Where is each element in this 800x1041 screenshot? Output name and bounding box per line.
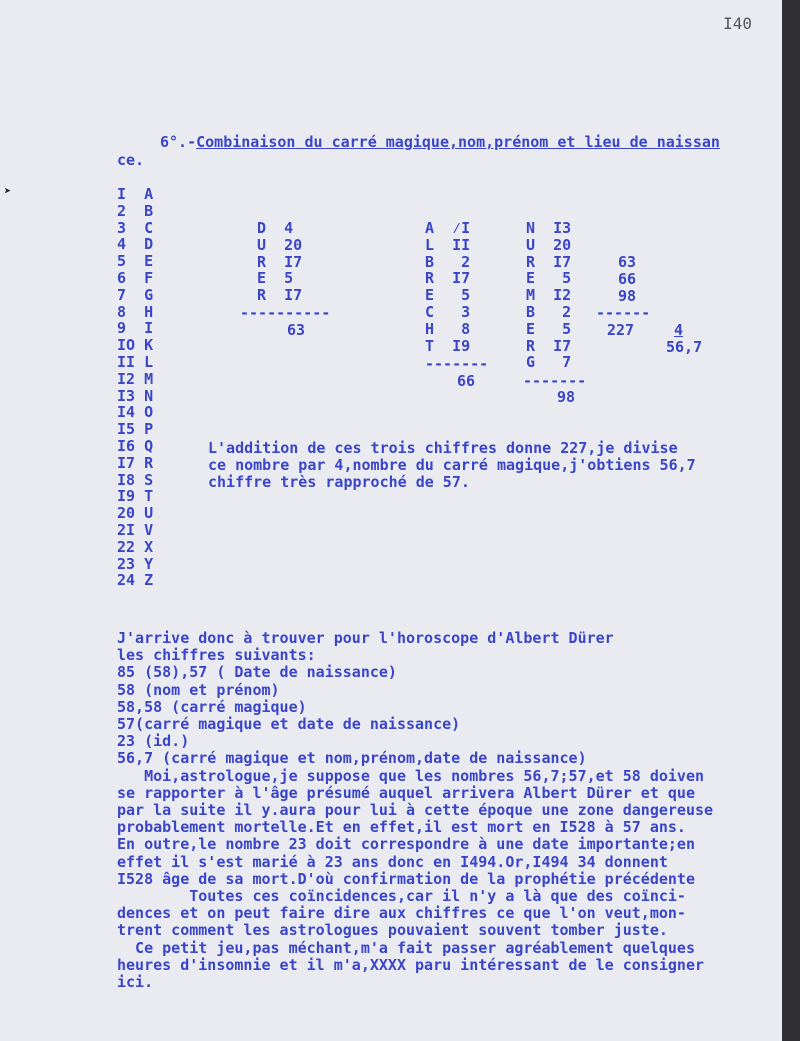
paragraph-conclusion: [117, 630, 713, 991]
alphabet-row: I8 S: [117, 470, 154, 489]
durer-total: 63: [287, 321, 306, 339]
text-line: heures d'insomnie et il m'a,XXXX paru intéressant de le consigner: [117, 955, 704, 974]
alphabet-row: I5 P: [117, 420, 154, 439]
section-heading: [160, 133, 782, 151]
alphabet-row: 9 I: [117, 319, 154, 338]
sum-row: 63: [618, 253, 637, 271]
alphabet-row: I9 T: [117, 487, 154, 506]
nuremberg-column: [526, 220, 571, 371]
text-line: I528 âge de sa mort.D'où confirmation de la prophétie précédente: [117, 869, 695, 888]
nuremberg-row: N I3: [526, 219, 572, 237]
durer-row: D 4: [257, 219, 294, 237]
text-line: En outre,le nombre 23 doit correspondre à une date importante;en: [117, 835, 695, 854]
paragraph-addition: [208, 440, 696, 492]
text-line: L'addition de ces trois chiffres donne 227,je divise: [208, 439, 678, 457]
alphabet-row: I2 M: [117, 369, 154, 388]
alphabet-row: 23 Y: [117, 554, 154, 573]
albert-row: B 2: [425, 252, 471, 271]
nuremberg-rule: -------: [523, 372, 587, 390]
albert-row: E 5: [425, 286, 471, 305]
alphabet-row: I7 R: [117, 453, 154, 472]
text-line: Ce petit jeu,pas méchant,m'a fait passer agréablement quelques: [117, 938, 695, 957]
albert-total: 66: [457, 372, 476, 390]
alphabet-row: 24 Z: [117, 571, 154, 590]
alphabet-row: 20 U: [117, 504, 154, 523]
albert-row: L II: [425, 235, 471, 254]
sum-column: [618, 254, 636, 304]
text-line: 85 (58),57 ( Date de naissance): [117, 663, 397, 682]
text-line: Moi,astrologue,je suppose que les nombres 56,7;57,et 58 doiven: [117, 766, 704, 785]
text-line: chiffre très rapproché de 57.: [208, 473, 470, 492]
page-edge: [782, 0, 800, 1041]
alphabet-row: I6 Q: [117, 436, 154, 455]
durer-row: E 5: [257, 269, 294, 288]
text-line: 58 (nom et prénom): [117, 680, 280, 699]
alphabet-row: 2I V: [117, 520, 154, 539]
sum-total: 227: [607, 321, 635, 339]
durer-column: [257, 220, 302, 304]
margin-mark: ➤: [4, 184, 12, 198]
text-line: 58,58 (carré magique): [117, 697, 307, 716]
nuremberg-row: B 2: [526, 302, 572, 321]
nuremberg-total: 98: [557, 388, 576, 406]
alphabet-row: 2 B: [117, 201, 154, 220]
albert-rule: -------: [425, 355, 489, 373]
sum-rule: ------: [596, 304, 651, 322]
albert-row: C 3: [425, 302, 471, 321]
alphabet-row: II L: [117, 352, 154, 371]
alphabet-row: IO K: [117, 336, 154, 355]
albert-column: [425, 220, 470, 354]
text-line: Toutes ces coïncidences,car il n'y a là que des coïnci-: [117, 887, 686, 906]
sum-row: 98: [618, 286, 637, 305]
nuremberg-row: U 20: [526, 235, 572, 254]
text-line: 23 (id.): [117, 732, 190, 751]
text-line: se rapporter à l'âge présumé auquel arrivera Albert Dürer et que: [117, 783, 695, 802]
text-line: probablement mortelle.Et en effet,il est mort en I528 à 57 ans.: [117, 818, 686, 837]
durer-rule: ----------: [240, 304, 331, 322]
alphabet-row: I4 O: [117, 403, 154, 422]
alphabet-number-table: [117, 186, 153, 589]
albert-row: T I9: [425, 336, 471, 355]
heading-text: Combinaison du carré magique,nom,prénom et lieu de naissan: [196, 133, 720, 151]
nuremberg-row: G 7: [526, 353, 572, 372]
text-line: 57(carré magique et date de naissance): [117, 715, 461, 734]
heading-continuation: ce.: [117, 151, 145, 169]
alphabet-row: 6 F: [117, 268, 154, 287]
alphabet-row: 3 C: [117, 218, 154, 237]
page-number: I40: [723, 14, 752, 33]
alphabet-row: 4 D: [117, 235, 154, 254]
text-line: ce nombre par 4,nombre du carré magique,j'obtiens 56,7: [208, 456, 696, 475]
text-line: effet il s'est marié à 23 ans donc en I494.Or,I494 34 donnent: [117, 852, 668, 871]
text-line: J'arrive donc à trouver pour l'horoscope d'Albert Dürer: [117, 629, 614, 647]
alphabet-row: I A: [117, 185, 154, 203]
nuremberg-row: M I2: [526, 286, 572, 305]
heading-number: 6°.-: [160, 133, 197, 151]
text-line: 56,7 (carré magique et nom,prénom,date de naissance): [117, 749, 587, 768]
division-divisor: 4: [674, 321, 684, 339]
albert-row: A ⁄I: [425, 219, 471, 237]
durer-row: U 20: [257, 235, 303, 254]
alphabet-row: 5 E: [117, 252, 154, 271]
text-line: les chiffres suivants:: [117, 646, 316, 665]
text-line: dences et on peut faire dire aux chiffres ce que l'on veut,mon-: [117, 904, 686, 923]
albert-row: R I7: [425, 269, 471, 288]
durer-row: R I7: [257, 286, 303, 305]
albert-row: H 8: [425, 319, 471, 338]
nuremberg-row: R I7: [526, 336, 572, 355]
nuremberg-row: R I7: [526, 252, 572, 271]
alphabet-row: I3 N: [117, 386, 154, 405]
text-line: trent comment les astrologues pouvaient souvent tomber juste.: [117, 921, 668, 940]
text-line: ici.: [117, 973, 154, 992]
nuremberg-row: E 5: [526, 319, 572, 338]
nuremberg-row: E 5: [526, 269, 572, 288]
alphabet-row: 8 H: [117, 302, 154, 321]
alphabet-row: 7 G: [117, 285, 154, 304]
alphabet-row: 22 X: [117, 537, 154, 556]
durer-row: R I7: [257, 252, 303, 271]
sum-row: 66: [618, 269, 637, 288]
text-line: par la suite il y.aura pour lui à cette époque une zone dangereuse: [117, 801, 714, 820]
division-quotient: 56,7: [666, 338, 703, 356]
